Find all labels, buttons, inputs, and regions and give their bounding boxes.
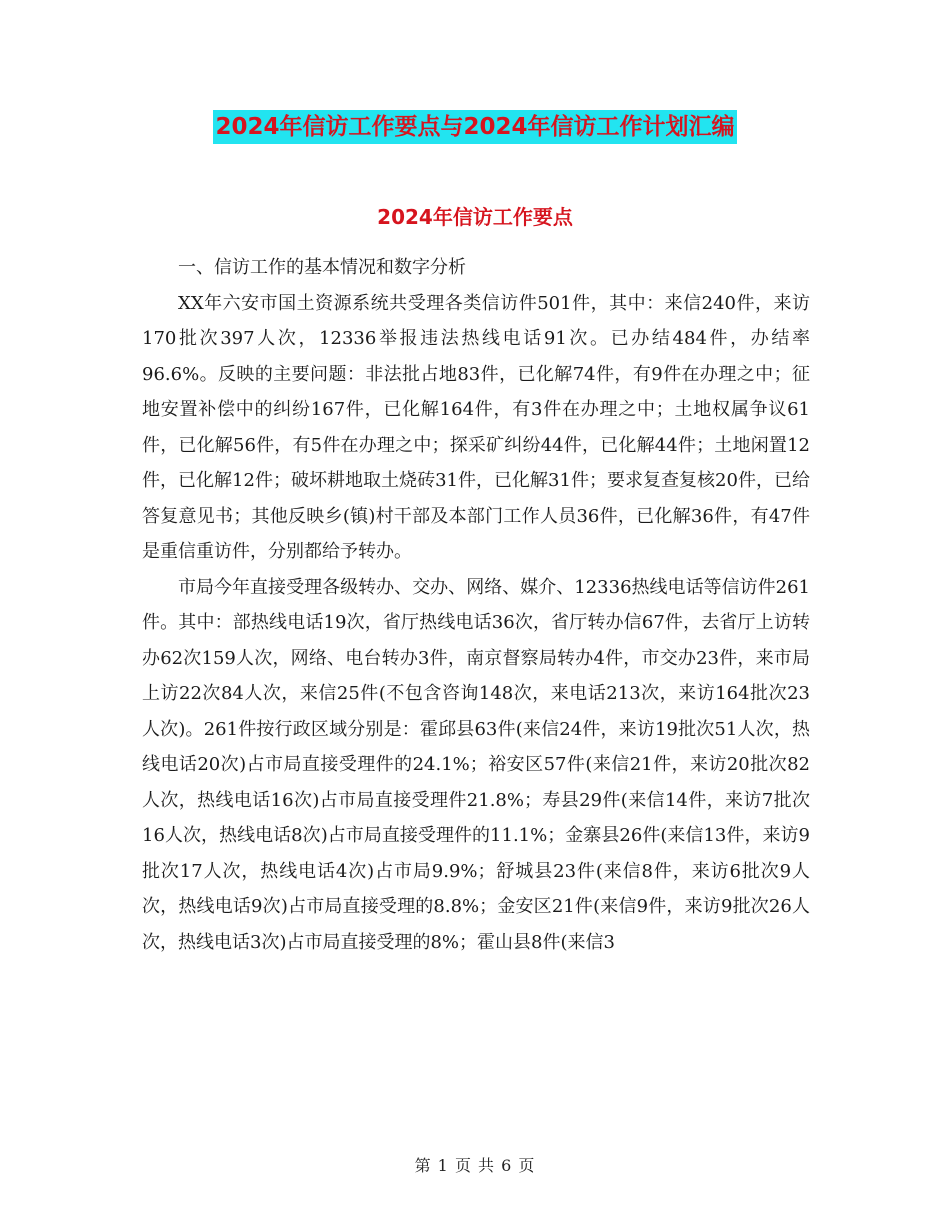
document-body [142, 250, 810, 960]
document-title [0, 110, 950, 144]
section-title: 2024年信访工作要点 [377, 205, 573, 229]
document-title-highlight: 2024年信访工作要点与2024年信访工作计划汇编 [213, 110, 736, 144]
paragraph: XX年六安市国土资源系统共受理各类信访件501件，其中：来信240件，来访170批次397人次，12336举报违法热线电话91次。已办结484件，办结率96.6%。反映的主要问题：非法批占地83件，已化解74件，有9件在办理之中；征地安置补偿中的纠纷167件，已化解164件，有3件在办理之中；土地权属争议61件，已化解56件，有5件在办理之中；探采矿纠纷44件，已化解44件；土地闲置12件，已化解12件；破坏耕地取土烧砖31件，已化解31件；要求复查复核20件，已给答复意见书；其他反映乡(镇)村干部及本部门工作人员36件，已化解36件，有47件是重信重访件，分别都给予转办。 [142, 292, 810, 562]
paragraph: 市局今年直接受理各级转办、交办、网络、媒介、12336热线电话等信访件261件。其中：部热线电话19次，省厅热线电话36次，省厅转办信67件，去省厅上访转办62次159人次，网络、电台转办3件，南京督察局转办4件，市交办23件，来市局上访22次84人次，来信25件(不包含咨询148次，来电话213次，来访164批次23人次)。261件按行政区域分别是：霍邱县63件(来信24件，来访19批次51人次，热线电话20次)占市局直接受理件的24.1%；裕安区57件(来信21件，来访20批次82人次，热线电话16次)占市局直接受理件21.8%；寿县29件(来信14件，来访7批次16人次，热线电话8次)占市局直接受理件的11.1%；金寨县26件(来信13件，来访9批次17人次，热线电话4次)占市局9.9%；舒城县23件(来信8件，来访6批次9人次，热线电话9次)占市局直接受理的8.8%；金安区21件(来信9件，来访9批次26人次，热线电话3次)占市局直接受理的8%；霍山县8件(来信3 [142, 576, 810, 953]
section-heading: 一、信访工作的基本情况和数字分析 [178, 257, 466, 278]
page-number-footer: 第 1 页 共 6 页 [414, 1156, 536, 1175]
